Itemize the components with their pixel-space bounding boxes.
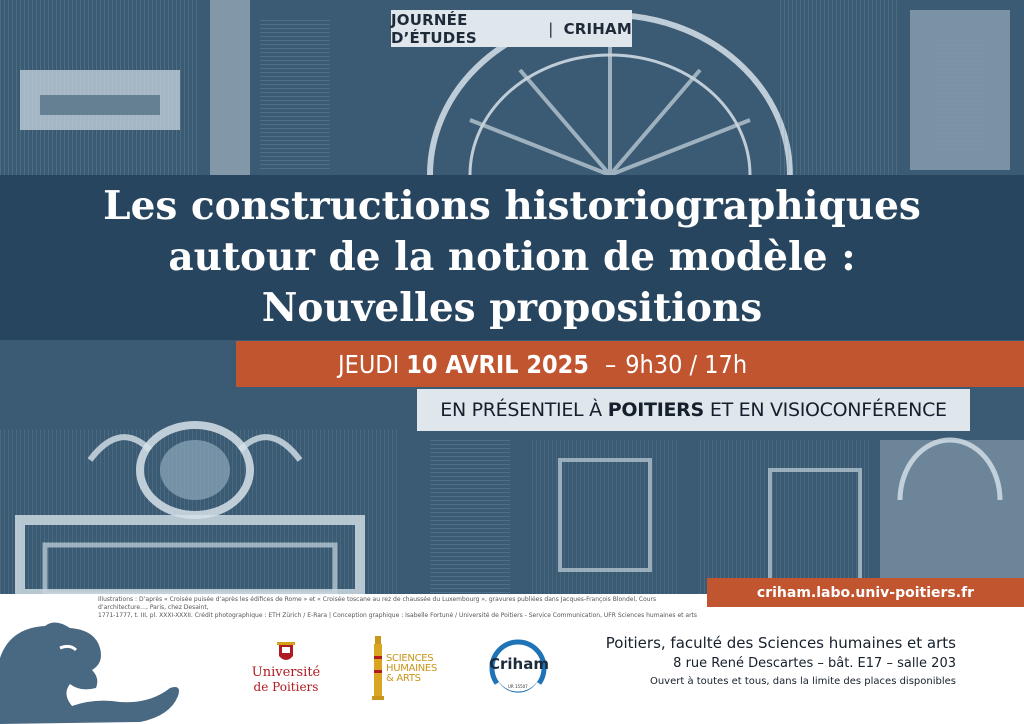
- shs-line-2: HUMAINES: [386, 663, 438, 674]
- lion-emblem-icon: [0, 618, 185, 724]
- address-line-1: Poitiers, faculté des Sciences humaines et arts: [605, 634, 956, 652]
- credits-line-1: Illustrations : D’après « Croisée puisée d’après les édifices de Rome » et « Croisée toscane au rez de chaussée du Luxembourg », gravures publiées dans Jacques-François Blondel, Cours d’architecture…, Paris, chez Desaint,: [98, 596, 657, 611]
- title-line-2: autour de la notion de modèle :: [168, 234, 856, 280]
- university-name-line-1: Université: [251, 665, 321, 680]
- venue-band: [417, 389, 970, 431]
- university-name-line-2: de Poitiers: [253, 680, 319, 694]
- venue-address: [606, 632, 956, 690]
- event-date: 10 AVRIL 2025: [406, 349, 589, 379]
- title-line-1: Les constructions historiographiques: [103, 183, 921, 229]
- criham-logo: [478, 639, 558, 701]
- address-line-3: Ouvert à toutes et tous, dans la limite des places disponibles: [649, 676, 956, 687]
- address-line-2: 8 rue René Descartes – bât. E17 – salle 203: [673, 656, 956, 671]
- criham-name: Criham: [489, 655, 549, 673]
- event-type-tag: [391, 10, 632, 47]
- credits-line-2: 1771-1777, t. III, pl. XXXI-XXXII. Crédit photographique : ETH Zürich / E-Rara | Conception graphique : Isabelle Fortuné / Université de Poitiers - Service Communication, UFR Sciences humaines et arts: [98, 612, 698, 619]
- event-day: JEUDI: [338, 349, 400, 379]
- venue-city: POITIERS: [607, 399, 704, 421]
- organizer-label: CRIHAM: [563, 19, 632, 38]
- event-title: [0, 181, 1024, 334]
- date-dash: –: [604, 349, 617, 379]
- shs-column-icon: [372, 636, 384, 702]
- tag-separator: |: [548, 19, 554, 38]
- shs-line-1: SCIENCES: [386, 653, 434, 664]
- criham-unit-code: UR 15507: [508, 684, 528, 689]
- website-link[interactable]: criham.labo.univ-poitiers.fr: [707, 578, 1024, 607]
- venue-prefix: EN PRÉSENTIEL À: [440, 399, 602, 421]
- venue-suffix: ET EN VISIOCONFÉRENCE: [709, 399, 947, 421]
- event-hours: 9h30 / 17h: [625, 349, 748, 379]
- sciences-humaines-arts-logo: [372, 636, 452, 702]
- shs-line-3: & ARTS: [386, 673, 421, 684]
- title-line-3: Nouvelles propositions: [261, 285, 763, 331]
- universite-de-poitiers-logo: [241, 642, 331, 698]
- event-type-label: JOURNÉE D’ÉTUDES: [391, 10, 477, 47]
- illustration-credits: [98, 596, 698, 620]
- date-band: [236, 341, 1024, 387]
